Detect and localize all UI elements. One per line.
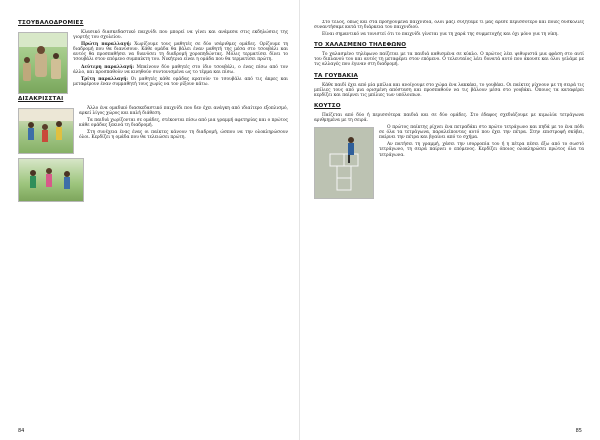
section-title: ΤΟ ΧΑΛΑΣΜΕΝΟ ΤΗΛΕΦΩΝΟ (314, 42, 407, 49)
paragraph: Άλλο ένα ομαδικό διασκεδαστικό παιχνίδι που δεν έχει ανάγκη από ιδιαίτερο εξοπλισμό, αρκεί λίγος χώρος και καλή διάθεση. (79, 106, 288, 117)
paragraph: Παίζεται από δύο ή περισσότερα παιδιά και σε δύο ομάδες. Στο έδαφος σχεδιάζουμε με κιμωλία τετράγωνα αριθμημένα με τη σειρά. (314, 112, 584, 123)
paragraph: Κλασικό διασκεδαστικό παιχνίδι που μπορεί να γίνει και ανάμεσα στις εκδηλώσεις της γιορτής του σχολείου. (73, 30, 288, 41)
section-title: ΔΙΣΑΚΡΙΣΣΤΑΙ (18, 96, 64, 102)
right-page (300, 0, 600, 440)
section-title: ΤΣΟΥΒΑΛΟΔΡΟΜΙΕΣ (18, 20, 84, 26)
photo-sack-race (18, 32, 68, 94)
paragraph: Τα παιδιά χωρίζονται σε ομάδες, στέκονται πίσω από μια γραμμή αφετηρίας και ο πρώτος κάθε ομάδας ξεκινά τη διαδρομή. (79, 118, 288, 129)
right-page-column (314, 20, 584, 424)
section-title: ΤΑ ΓΟΥΒΑΚΙΑ (314, 72, 359, 79)
paragraph-body: Οι μαθητές κάθε ομάδας κρατούν το τσουβάλι από τις άκρες και μεταφέρουν έναν συμμαθητή τους χωρίς να τον ρίξουν κάτω. (73, 76, 288, 87)
paragraph-lead: Πρώτη παραλλαγή: (81, 42, 132, 48)
photo-hopscotch (314, 127, 374, 199)
photo-children-playing (18, 158, 84, 202)
photo-team-game (18, 108, 74, 154)
left-page-column (18, 20, 288, 424)
paragraph: Είναι σημαντικό να τονιστεί ότι το παιχνίδι γίνεται για τη χαρά της συμμετοχής και όχι μόνο για τη νίκη. (322, 32, 559, 38)
paragraph-lead: Τρίτη παραλλαγή: (81, 76, 129, 82)
paragraph: Αν πατήσει τη γραμμή, χάσει την ισορροπία του ή η πέτρα πέσει έξω από το σωστό τετράγωνο, τη σειρά παίρνει ο επόμενος. Κερδίζει όποιος ολοκληρώσει πρώτος όλα τα τετράγωνα. (379, 142, 584, 158)
paragraph-body: Χωρίζουμε τους μαθητές σε δύο ισάριθμες ομάδες. Ορίζουμε τη διαδρομή που θα διανύσουν. Κάθε ομάδα θα βάλει έναν μαθητή της μέσα στο τσουβάλι και αυτός θα προσπαθήσει να διανύσει τη διαδρομή χοροπηδώντας. Μόλις τερματίσει δίνει το τσουβάλι στον επόμενο συμπαίκτη του. Νικήτρια είναι η ομάδα που θα τερματίσει πρώτη. (73, 42, 288, 63)
page-number: 85 (575, 428, 582, 434)
paragraph: Στο τέλος, όπως και στα προηγούμενα παιχνίδια, όλοι μαζί συζητάμε τι μας άρεσε περισσότερο και ποιες δυσκολίες συναντήσαμε κατά τη διάρκεια του παιχνιδιού. (314, 20, 584, 31)
page-number: 84 (18, 428, 25, 434)
paragraph-body: Μπαίνουν δύο μαθητές στο ίδιο τσουβάλι, ο ένας πίσω από τον άλλο, και προσπαθούν να κινηθούν συντονισμένα ως το τέρμα και πίσω. (73, 64, 288, 75)
paragraph: Στη συνέχεια ένας ένας οι παίκτες κάνουν τη διαδρομή, ώσπου να την ολοκληρώσουν όλοι. Κερδίζει η ομάδα που θα τελειώσει πρώτη. (79, 130, 288, 141)
paragraph-lead: Δεύτερη παραλλαγή: (81, 64, 135, 70)
section-title: ΚΟΥΤΣΟ (314, 102, 341, 109)
paragraph: Το χαλασμένο τηλέφωνο παίζεται με τα παιδιά καθισμένα σε κύκλο. Ο πρώτος λέει ψιθυριστά μια φράση στο αυτί του διπλανού του και αυτός τη μεταφέρει στον επόμενο. Ο τελευταίος λέει δυνατά αυτό που άκουσε και όλοι γελάμε με τις αλλαγές που έγιναν στη διαδρομή. (314, 52, 584, 68)
paragraph: Ο πρώτος παίκτης ρίχνει ένα πετραδάκι στο πρώτο τετράγωνο και πηδά με το ένα πόδι σε όλα τα τετράγωνα, παραλείποντας αυτό που έχει την πέτρα. Στην επιστροφή σκύβει, παίρνει την πέτρα και βγαίνει από το σχήμα. (379, 125, 584, 141)
paragraph: Κάθε παιδί έχει από μία μπίλια και ανοίγουμε στο χώμα ένα λακκάκι, το γουβάκι. Οι παίκτες ρίχνουν με τη σειρά τις μπίλιες τους από μια ορισμένη απόσταση και προσπαθούν να τις βάλουν μέσα στο γουβάκι. Όποιος τα καταφέρει κερδίζει και παίρνει τις μπίλιες των υπόλοιπων. (314, 82, 584, 98)
